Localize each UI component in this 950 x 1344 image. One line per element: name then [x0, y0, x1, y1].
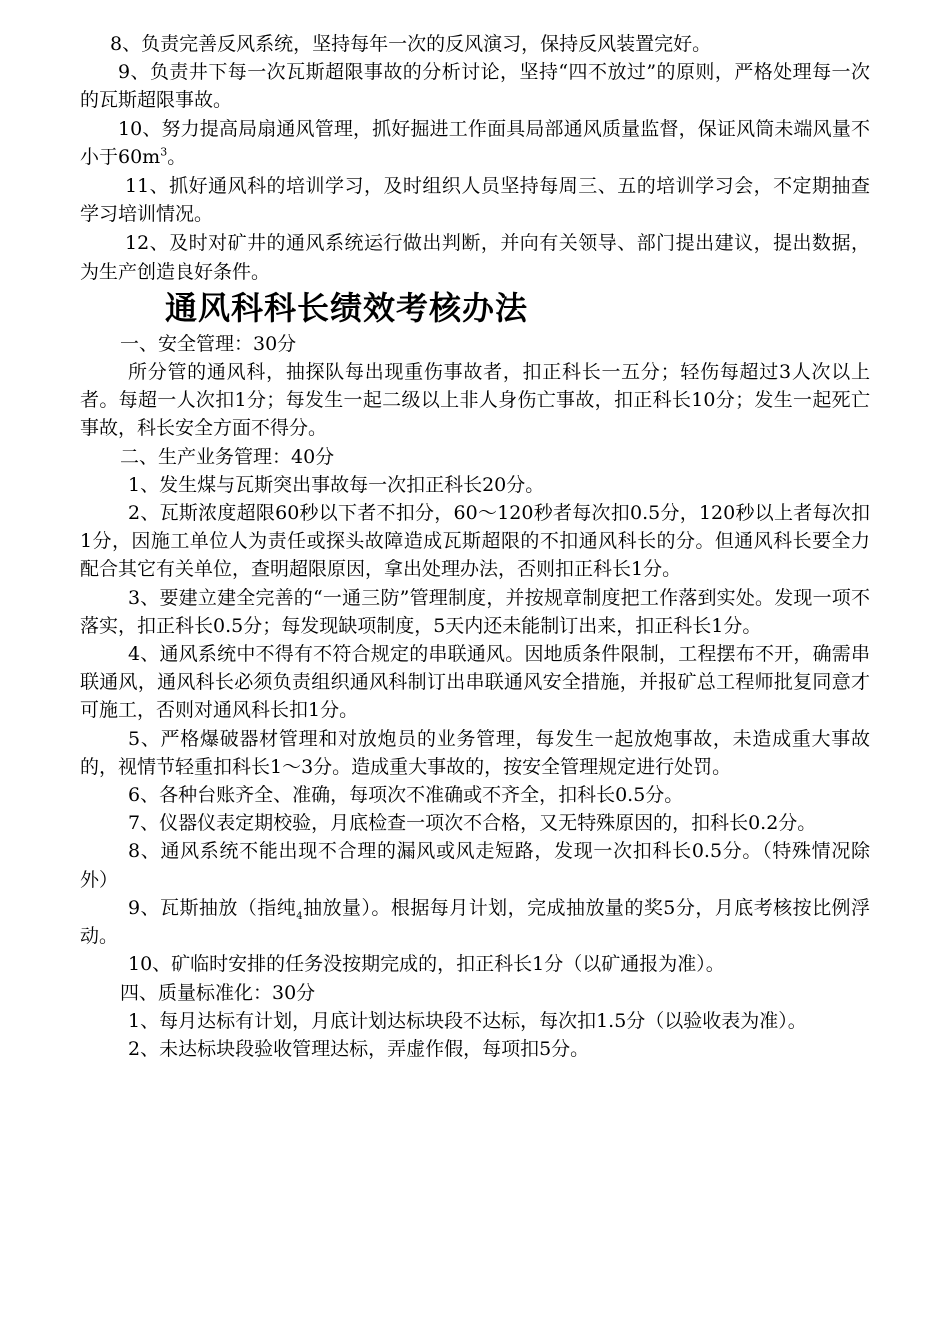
production-item: 2、瓦斯浓度超限60秒以下者不扣分，60～120秒者每次扣0.5分，120秒以上者每次扣1分，因施工单位人为责任或探头故障造成瓦斯超限的不扣通风科长的分。但通风科长要全力配合其它有关单位，查明超限原因，拿出处理办法，否则扣正科长1分。 — [80, 502, 870, 581]
production-item: 3、要建立建全完善的“一通三防”管理制度，并按规章制度把工作落到实处。发现一项不落实，扣正科长0.5分；每发现缺项制度，5天内还未能制订出来，扣正科长1分。 — [80, 586, 870, 637]
production-item: 4、通风系统中不得有不符合规定的串联通风。因地质条件限制，工程摆布不开，确需串联通风，通风科长必须负责组织通风科制订出串联通风安全措施，并报矿总工程师批复同意才可施工，否则对通风科长扣1分。 — [80, 643, 870, 722]
cubic-superscript: 3 — [160, 145, 168, 159]
duty-item-9: 9、负责井下每一次瓦斯超限事故的分析讨论，坚持“四不放过”的原则，严格处理每一次的瓦斯超限事故。 — [80, 61, 870, 112]
quality-item: 1、每月达标有计划，月底计划达标块段不达标，每次扣1.5分（以验收表为准）。 — [128, 1009, 807, 1032]
production-item-9-prefix: 9、瓦斯抽放（指纯 — [128, 896, 297, 919]
section-safety-body: 所分管的通风科，抽探队每出现重伤事故者，扣正科长一五分；轻伤每超过3人次以上者。每超一人次扣1分；每发生一起二级以上非人身伤亡事故，扣正科长10分；发生一起死亡事故，科长安全方面不得分。 — [80, 361, 870, 440]
document-body — [80, 30, 870, 1063]
duty-item-8: 8、负责完善反风系统，坚持每年一次的反风演习，保持反风装置完好。 — [110, 33, 712, 55]
production-item: 8、通风系统不能出现不合理的漏风或风走短路，发现一次扣科长0.5分。（特殊情况除外） — [80, 840, 870, 891]
duty-item-10-suffix: 。 — [167, 145, 187, 168]
section-quality-heading: 四、质量标准化：30分 — [120, 981, 316, 1004]
production-item: 5、严格爆破器材管理和对放炮员的业务管理，每发生一起放炮事故，未造成重大事故的，视情节轻重扣科长1～3分。造成重大事故的，按安全管理规定进行处罚。 — [80, 727, 870, 778]
duty-item-11: 11、抓好通风科的培训学习，及时组织人员坚持每周三、五的培训学习会，不定期抽查学习培训情况。 — [80, 175, 870, 226]
duty-item-10-text: 10、努力提高局扇通风管理，抓好掘进工作面具局部通风质量监督，保证风筒未端风量不小于60m — [80, 117, 870, 168]
production-item-9-suffix: 抽放量）。根据每月计划，完成抽放量的奖5分，月底考核按比例浮动。 — [80, 896, 870, 948]
production-item: 1、发生煤与瓦斯突出事故每一次扣正科长20分。 — [128, 473, 545, 496]
duty-item-10 — [80, 115, 870, 171]
production-item: 7、仪器仪表定期校验，月底检查一项次不合格，又无特殊原因的，扣科长0.2分。 — [128, 812, 817, 835]
production-item: 6、各种台账齐全、准确，每项次不准确或不齐全，扣科长0.5分。 — [128, 784, 684, 807]
duty-item-12: 12、及时对矿井的通风系统运行做出判断，并向有关领导、部门提出建议，提出数据，为生产创造良好条件。 — [80, 232, 870, 283]
production-item-10: 10、矿临时安排的任务没按期完成的，扣正科长1分（以矿通报为准）。 — [128, 953, 725, 976]
methane-subscript: 4 — [296, 910, 303, 922]
section-safety-heading: 一、安全管理：30分 — [120, 332, 297, 355]
quality-item: 2、未达标块段验收管理达标，弄虚作假，每项扣5分。 — [128, 1037, 590, 1060]
page-title: 通风科科长绩效考核办法 — [165, 288, 529, 327]
section-production-heading: 二、生产业务管理：40分 — [120, 445, 335, 468]
production-item-9 — [80, 894, 870, 950]
